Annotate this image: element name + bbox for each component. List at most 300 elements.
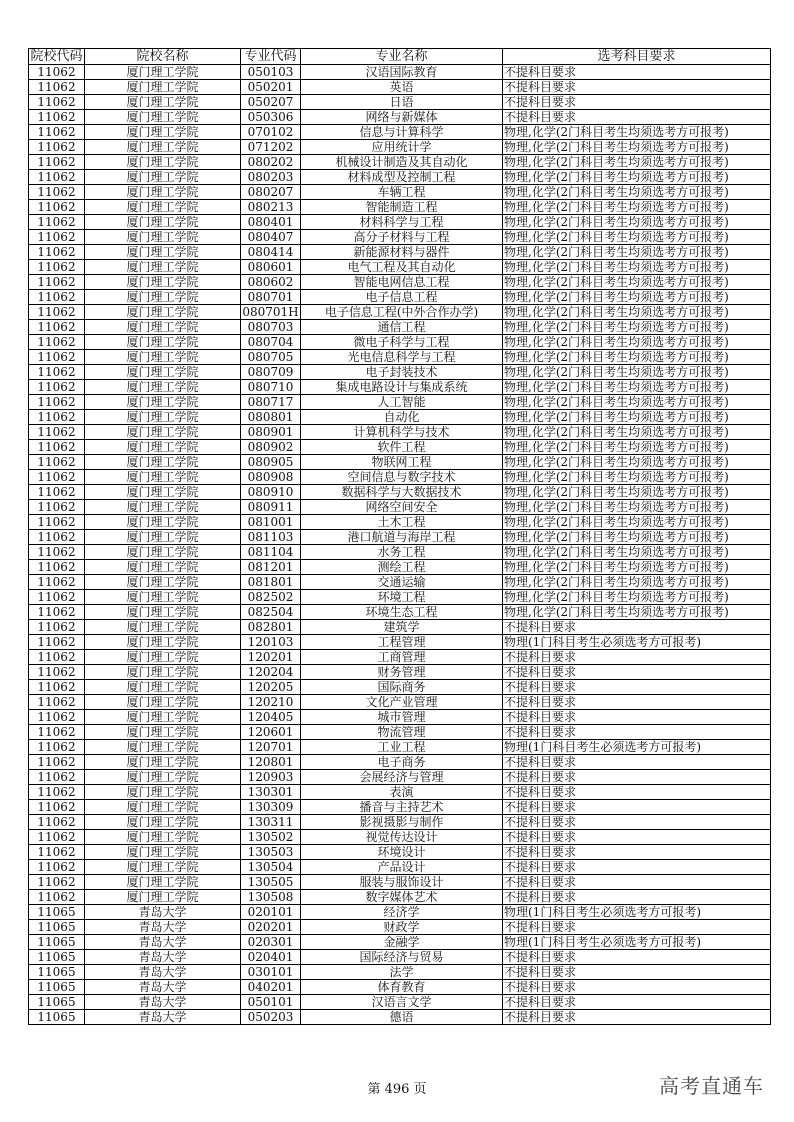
subject-requirement-cell: 不提科目要求 <box>503 995 771 1010</box>
school-name-cell: 厦门理工学院 <box>85 260 241 275</box>
school-code-cell: 11062 <box>29 890 85 905</box>
subject-requirement-cell: 不提科目要求 <box>503 65 771 80</box>
major-code-cell: 080704 <box>241 335 301 350</box>
subject-requirement-cell: 物理,化学(2门科目考生均须选考方可报考) <box>503 575 771 590</box>
major-name-cell: 城市管理 <box>301 710 503 725</box>
table-row <box>29 275 771 290</box>
school-name-cell: 厦门理工学院 <box>85 395 241 410</box>
school-name-cell: 厦门理工学院 <box>85 320 241 335</box>
major-name-cell: 德语 <box>301 1010 503 1025</box>
major-code-cell: 120204 <box>241 665 301 680</box>
school-name-cell: 厦门理工学院 <box>85 665 241 680</box>
table-header-row <box>29 49 771 65</box>
school-name-cell: 厦门理工学院 <box>85 80 241 95</box>
major-name-cell: 产品设计 <box>301 860 503 875</box>
table-row <box>29 920 771 935</box>
school-name-cell: 厦门理工学院 <box>85 830 241 845</box>
major-code-cell: 082801 <box>241 620 301 635</box>
major-name-cell: 应用统计学 <box>301 140 503 155</box>
school-name-cell: 厦门理工学院 <box>85 620 241 635</box>
major-name-cell: 会展经济与管理 <box>301 770 503 785</box>
major-name-cell: 网络空间安全 <box>301 500 503 515</box>
subject-requirement-cell: 物理,化学(2门科目考生均须选考方可报考) <box>503 365 771 380</box>
school-name-cell: 厦门理工学院 <box>85 95 241 110</box>
major-name-cell: 信息与计算科学 <box>301 125 503 140</box>
subject-requirement-cell: 不提科目要求 <box>503 980 771 995</box>
school-code-cell: 11062 <box>29 185 85 200</box>
subject-requirement-cell: 物理,化学(2门科目考生均须选考方可报考) <box>503 155 771 170</box>
major-name-cell: 材料科学与工程 <box>301 215 503 230</box>
major-name-cell: 文化产业管理 <box>301 695 503 710</box>
major-code-cell: 081104 <box>241 545 301 560</box>
table-row <box>29 65 771 80</box>
school-code-cell: 11065 <box>29 920 85 935</box>
school-code-cell: 11062 <box>29 845 85 860</box>
subject-requirement-cell: 物理,化学(2门科目考生均须选考方可报考) <box>503 140 771 155</box>
major-code-cell: 130504 <box>241 860 301 875</box>
school-name-cell: 厦门理工学院 <box>85 470 241 485</box>
school-name-cell: 厦门理工学院 <box>85 140 241 155</box>
school-name-cell: 厦门理工学院 <box>85 425 241 440</box>
school-code-cell: 11062 <box>29 650 85 665</box>
major-name-cell: 影视摄影与制作 <box>301 815 503 830</box>
major-code-cell: 081201 <box>241 560 301 575</box>
major-code-cell: 080908 <box>241 470 301 485</box>
subject-requirement-cell: 物理,化学(2门科目考生均须选考方可报考) <box>503 170 771 185</box>
subject-requirement-cell: 不提科目要求 <box>503 110 771 125</box>
major-code-cell: 120205 <box>241 680 301 695</box>
table-row <box>29 815 771 830</box>
major-name-cell: 视觉传达设计 <box>301 830 503 845</box>
major-code-cell: 080213 <box>241 200 301 215</box>
major-code-cell: 080207 <box>241 185 301 200</box>
school-code-cell: 11062 <box>29 605 85 620</box>
subject-requirement-cell: 不提科目要求 <box>503 875 771 890</box>
school-code-cell: 11062 <box>29 200 85 215</box>
table-row <box>29 980 771 995</box>
major-code-cell: 050103 <box>241 65 301 80</box>
table-row <box>29 125 771 140</box>
school-code-cell: 11062 <box>29 245 85 260</box>
table-row <box>29 875 771 890</box>
major-name-cell: 土木工程 <box>301 515 503 530</box>
subject-requirement-cell: 物理,化学(2门科目考生均须选考方可报考) <box>503 530 771 545</box>
school-code-cell: 11062 <box>29 125 85 140</box>
subject-requirement-cell: 物理,化学(2门科目考生均须选考方可报考) <box>503 290 771 305</box>
subject-requirement-cell: 物理,化学(2门科目考生均须选考方可报考) <box>503 500 771 515</box>
major-name-cell: 环境工程 <box>301 590 503 605</box>
school-code-cell: 11062 <box>29 470 85 485</box>
school-name-cell: 厦门理工学院 <box>85 635 241 650</box>
subject-requirement-cell: 不提科目要求 <box>503 830 771 845</box>
major-code-cell: 120103 <box>241 635 301 650</box>
table-row <box>29 425 771 440</box>
major-code-cell: 050101 <box>241 995 301 1010</box>
major-code-cell: 070102 <box>241 125 301 140</box>
major-name-cell: 播音与主持艺术 <box>301 800 503 815</box>
table-row <box>29 290 771 305</box>
school-code-cell: 11062 <box>29 275 85 290</box>
subject-requirement-cell: 物理(1门科目考生必须选考方可报考) <box>503 740 771 755</box>
major-name-cell: 财政学 <box>301 920 503 935</box>
table-row <box>29 695 771 710</box>
school-code-cell: 11062 <box>29 380 85 395</box>
school-name-cell: 厦门理工学院 <box>85 455 241 470</box>
major-name-cell: 物流管理 <box>301 725 503 740</box>
major-name-cell: 英语 <box>301 80 503 95</box>
major-code-cell: 080901 <box>241 425 301 440</box>
major-code-cell: 120903 <box>241 770 301 785</box>
school-name-cell: 厦门理工学院 <box>85 335 241 350</box>
table-row <box>29 140 771 155</box>
subject-requirement-cell: 物理(1门科目考生必须选考方可报考) <box>503 935 771 950</box>
school-code-cell: 11062 <box>29 455 85 470</box>
school-name-cell: 厦门理工学院 <box>85 815 241 830</box>
school-name-cell: 厦门理工学院 <box>85 770 241 785</box>
major-name-cell: 电气工程及其自动化 <box>301 260 503 275</box>
subject-requirement-cell: 不提科目要求 <box>503 890 771 905</box>
table-row <box>29 965 771 980</box>
table-row <box>29 320 771 335</box>
major-name-cell: 数据科学与大数据技术 <box>301 485 503 500</box>
table-body <box>29 65 771 1025</box>
major-code-cell: 130502 <box>241 830 301 845</box>
table-row <box>29 905 771 920</box>
school-code-cell: 11065 <box>29 905 85 920</box>
school-name-cell: 厦门理工学院 <box>85 695 241 710</box>
table-row <box>29 380 771 395</box>
school-code-cell: 11062 <box>29 365 85 380</box>
major-name-cell: 法学 <box>301 965 503 980</box>
subject-requirement-cell: 物理,化学(2门科目考生均须选考方可报考) <box>503 200 771 215</box>
school-name-cell: 厦门理工学院 <box>85 560 241 575</box>
subject-requirement-cell: 不提科目要求 <box>503 95 771 110</box>
major-name-cell: 通信工程 <box>301 320 503 335</box>
school-code-cell: 11062 <box>29 560 85 575</box>
major-code-cell: 080717 <box>241 395 301 410</box>
major-code-cell: 080202 <box>241 155 301 170</box>
major-code-cell: 020201 <box>241 920 301 935</box>
table-row <box>29 230 771 245</box>
major-code-cell: 120405 <box>241 710 301 725</box>
major-code-cell: 130503 <box>241 845 301 860</box>
table-row <box>29 725 771 740</box>
school-name-cell: 青岛大学 <box>85 935 241 950</box>
table-row <box>29 110 771 125</box>
major-code-cell: 050306 <box>241 110 301 125</box>
table-row <box>29 710 771 725</box>
school-code-cell: 11062 <box>29 815 85 830</box>
table-row <box>29 605 771 620</box>
table-row <box>29 500 771 515</box>
school-code-cell: 11062 <box>29 155 85 170</box>
subject-requirement-cell: 不提科目要求 <box>503 860 771 875</box>
major-name-cell: 智能电网信息工程 <box>301 275 503 290</box>
school-code-cell: 11062 <box>29 350 85 365</box>
school-name-cell: 厦门理工学院 <box>85 680 241 695</box>
major-code-cell: 050203 <box>241 1010 301 1025</box>
major-code-cell: 082504 <box>241 605 301 620</box>
school-name-cell: 青岛大学 <box>85 950 241 965</box>
school-code-cell: 11065 <box>29 980 85 995</box>
subject-requirement-cell: 物理,化学(2门科目考生均须选考方可报考) <box>503 335 771 350</box>
table-row <box>29 560 771 575</box>
major-name-cell: 建筑学 <box>301 620 503 635</box>
major-code-cell: 020401 <box>241 950 301 965</box>
page-number: 第 496 页 <box>367 1082 427 1097</box>
table-row <box>29 215 771 230</box>
major-name-cell: 交通运输 <box>301 575 503 590</box>
table-row <box>29 680 771 695</box>
school-name-cell: 厦门理工学院 <box>85 215 241 230</box>
school-code-cell: 11062 <box>29 515 85 530</box>
subject-requirement-cell: 物理,化学(2门科目考生均须选考方可报考) <box>503 515 771 530</box>
major-code-cell: 130311 <box>241 815 301 830</box>
subject-requirement-cell: 物理,化学(2门科目考生均须选考方可报考) <box>503 350 771 365</box>
major-code-cell: 081001 <box>241 515 301 530</box>
school-code-cell: 11065 <box>29 1010 85 1025</box>
school-name-cell: 厦门理工学院 <box>85 440 241 455</box>
table-row <box>29 305 771 320</box>
school-name-cell: 厦门理工学院 <box>85 65 241 80</box>
subject-requirement-cell: 不提科目要求 <box>503 680 771 695</box>
major-name-cell: 水务工程 <box>301 545 503 560</box>
school-code-cell: 11062 <box>29 290 85 305</box>
school-name-cell: 厦门理工学院 <box>85 785 241 800</box>
subject-requirement-cell: 物理,化学(2门科目考生均须选考方可报考) <box>503 380 771 395</box>
school-name-cell: 厦门理工学院 <box>85 740 241 755</box>
subject-requirement-cell: 不提科目要求 <box>503 725 771 740</box>
major-code-cell: 080710 <box>241 380 301 395</box>
school-name-cell: 厦门理工学院 <box>85 305 241 320</box>
school-name-cell: 厦门理工学院 <box>85 365 241 380</box>
school-code-cell: 11062 <box>29 395 85 410</box>
school-name-cell: 厦门理工学院 <box>85 530 241 545</box>
school-code-cell: 11062 <box>29 800 85 815</box>
school-name-cell: 青岛大学 <box>85 980 241 995</box>
table-row <box>29 245 771 260</box>
school-code-cell: 11062 <box>29 440 85 455</box>
school-code-cell: 11062 <box>29 95 85 110</box>
major-name-cell: 财务管理 <box>301 665 503 680</box>
table-row <box>29 470 771 485</box>
major-name-cell: 空间信息与数字技术 <box>301 470 503 485</box>
subject-requirement-cell: 物理,化学(2门科目考生均须选考方可报考) <box>503 125 771 140</box>
major-name-cell: 数字媒体艺术 <box>301 890 503 905</box>
table-row <box>29 80 771 95</box>
school-code-cell: 11062 <box>29 635 85 650</box>
school-name-cell: 厦门理工学院 <box>85 605 241 620</box>
major-code-cell: 080203 <box>241 170 301 185</box>
subject-requirement-cell: 不提科目要求 <box>503 665 771 680</box>
table-row <box>29 590 771 605</box>
subject-requirement-cell: 物理,化学(2门科目考生均须选考方可报考) <box>503 245 771 260</box>
school-name-cell: 厦门理工学院 <box>85 410 241 425</box>
major-code-cell: 020101 <box>241 905 301 920</box>
table-row <box>29 335 771 350</box>
subject-requirement-cell: 物理,化学(2门科目考生均须选考方可报考) <box>503 275 771 290</box>
table-row <box>29 455 771 470</box>
school-name-cell: 厦门理工学院 <box>85 650 241 665</box>
school-code-cell: 11062 <box>29 230 85 245</box>
school-code-cell: 11062 <box>29 710 85 725</box>
major-code-cell: 030101 <box>241 965 301 980</box>
school-name-cell: 厦门理工学院 <box>85 755 241 770</box>
school-name-cell: 青岛大学 <box>85 995 241 1010</box>
major-code-cell: 071202 <box>241 140 301 155</box>
school-code-cell: 11062 <box>29 830 85 845</box>
school-code-cell: 11062 <box>29 500 85 515</box>
school-code-cell: 11062 <box>29 740 85 755</box>
major-name-cell: 车辆工程 <box>301 185 503 200</box>
school-code-cell: 11062 <box>29 860 85 875</box>
school-code-cell: 11062 <box>29 140 85 155</box>
major-code-cell: 080911 <box>241 500 301 515</box>
table-row <box>29 635 771 650</box>
subject-requirement-cell: 不提科目要求 <box>503 965 771 980</box>
major-name-cell: 自动化 <box>301 410 503 425</box>
subject-requirement-cell: 物理,化学(2门科目考生均须选考方可报考) <box>503 485 771 500</box>
major-code-cell: 080414 <box>241 245 301 260</box>
subject-requirement-cell: 不提科目要求 <box>503 800 771 815</box>
header-major-name: 专业名称 <box>301 49 503 65</box>
school-code-cell: 11062 <box>29 260 85 275</box>
school-code-cell: 11065 <box>29 950 85 965</box>
school-name-cell: 厦门理工学院 <box>85 230 241 245</box>
major-name-cell: 网络与新媒体 <box>301 110 503 125</box>
major-name-cell: 电子信息工程(中外合作办学) <box>301 305 503 320</box>
school-code-cell: 11062 <box>29 665 85 680</box>
school-code-cell: 11062 <box>29 695 85 710</box>
school-code-cell: 11062 <box>29 770 85 785</box>
subject-requirement-cell: 不提科目要求 <box>503 755 771 770</box>
watermark-logo: 高考直通车 <box>659 1074 764 1098</box>
subject-requirement-cell: 不提科目要求 <box>503 950 771 965</box>
subject-requirement-cell: 不提科目要求 <box>503 815 771 830</box>
subject-requirement-cell: 物理,化学(2门科目考生均须选考方可报考) <box>503 470 771 485</box>
major-name-cell: 工商管理 <box>301 650 503 665</box>
subject-requirement-cell: 物理,化学(2门科目考生均须选考方可报考) <box>503 410 771 425</box>
subject-requirement-cell: 不提科目要求 <box>503 710 771 725</box>
subject-requirement-cell: 不提科目要求 <box>503 650 771 665</box>
table-row <box>29 845 771 860</box>
major-name-cell: 金融学 <box>301 935 503 950</box>
school-name-cell: 厦门理工学院 <box>85 890 241 905</box>
table-row <box>29 935 771 950</box>
table-row <box>29 665 771 680</box>
table-row <box>29 650 771 665</box>
table-row <box>29 995 771 1010</box>
school-name-cell: 青岛大学 <box>85 965 241 980</box>
major-code-cell: 080701 <box>241 290 301 305</box>
major-code-cell: 120601 <box>241 725 301 740</box>
table-row <box>29 755 771 770</box>
school-code-cell: 11062 <box>29 620 85 635</box>
school-name-cell: 厦门理工学院 <box>85 275 241 290</box>
major-name-cell: 日语 <box>301 95 503 110</box>
major-name-cell: 集成电路设计与集成系统 <box>301 380 503 395</box>
major-code-cell: 080701H <box>242 305 299 319</box>
school-name-cell: 厦门理工学院 <box>85 500 241 515</box>
table-row <box>29 200 771 215</box>
major-code-cell: 081801 <box>241 575 301 590</box>
subject-requirement-cell: 不提科目要求 <box>503 770 771 785</box>
major-code-cell: 130508 <box>241 890 301 905</box>
school-code-cell: 11062 <box>29 545 85 560</box>
table-row <box>29 770 771 785</box>
table-row <box>29 95 771 110</box>
major-name-cell: 汉语国际教育 <box>301 65 503 80</box>
major-name-cell: 电子商务 <box>301 755 503 770</box>
major-name-cell: 港口航道与海岸工程 <box>301 530 503 545</box>
major-name-cell: 国际商务 <box>301 680 503 695</box>
school-name-cell: 厦门理工学院 <box>85 110 241 125</box>
table-row <box>29 620 771 635</box>
table-row <box>29 155 771 170</box>
school-code-cell: 11062 <box>29 80 85 95</box>
header-subject-requirement: 选考科目要求 <box>503 49 771 65</box>
subject-requirement-cell: 物理,化学(2门科目考生均须选考方可报考) <box>503 455 771 470</box>
table-row <box>29 860 771 875</box>
major-name-cell: 服装与服饰设计 <box>301 875 503 890</box>
school-name-cell: 厦门理工学院 <box>85 350 241 365</box>
subject-requirement-cell: 物理,化学(2门科目考生均须选考方可报考) <box>503 215 771 230</box>
school-name-cell: 厦门理工学院 <box>85 515 241 530</box>
major-name-cell: 汉语言文学 <box>301 995 503 1010</box>
major-name-cell: 工程管理 <box>301 635 503 650</box>
school-code-cell: 11062 <box>29 65 85 80</box>
major-code-cell: 080705 <box>241 350 301 365</box>
school-name-cell: 厦门理工学院 <box>85 710 241 725</box>
table-row <box>29 545 771 560</box>
major-code-cell: 080703 <box>241 320 301 335</box>
school-name-cell: 厦门理工学院 <box>85 575 241 590</box>
school-name-cell: 厦门理工学院 <box>85 290 241 305</box>
major-name-cell: 电子封装技术 <box>301 365 503 380</box>
subject-requirement-cell: 不提科目要求 <box>503 695 771 710</box>
major-code-cell: 040201 <box>241 980 301 995</box>
school-code-cell: 11062 <box>29 215 85 230</box>
school-name-cell: 厦门理工学院 <box>85 200 241 215</box>
major-name-cell: 新能源材料与器件 <box>301 245 503 260</box>
subject-requirement-cell: 不提科目要求 <box>503 80 771 95</box>
major-code-cell: 080407 <box>241 230 301 245</box>
school-code-cell: 11062 <box>29 410 85 425</box>
subject-requirement-cell: 物理,化学(2门科目考生均须选考方可报考) <box>503 320 771 335</box>
major-name-cell: 人工智能 <box>301 395 503 410</box>
school-name-cell: 厦门理工学院 <box>85 125 241 140</box>
table-row <box>29 365 771 380</box>
major-code-cell: 080905 <box>241 455 301 470</box>
school-code-cell: 11062 <box>29 590 85 605</box>
table-row <box>29 395 771 410</box>
table-row <box>29 800 771 815</box>
school-code-cell: 11062 <box>29 335 85 350</box>
major-code-cell: 120801 <box>241 755 301 770</box>
subject-requirement-cell: 物理,化学(2门科目考生均须选考方可报考) <box>503 425 771 440</box>
school-name-cell: 青岛大学 <box>85 905 241 920</box>
subject-requirement-cell: 不提科目要求 <box>503 620 771 635</box>
major-name-cell: 环境生态工程 <box>301 605 503 620</box>
table-row <box>29 260 771 275</box>
table-row <box>29 1010 771 1025</box>
table-row <box>29 575 771 590</box>
major-code-cell: 080709 <box>241 365 301 380</box>
table-row <box>29 515 771 530</box>
major-code-cell: 080910 <box>241 485 301 500</box>
major-code-cell: 130309 <box>241 800 301 815</box>
subject-requirement-cell: 物理,化学(2门科目考生均须选考方可报考) <box>503 545 771 560</box>
